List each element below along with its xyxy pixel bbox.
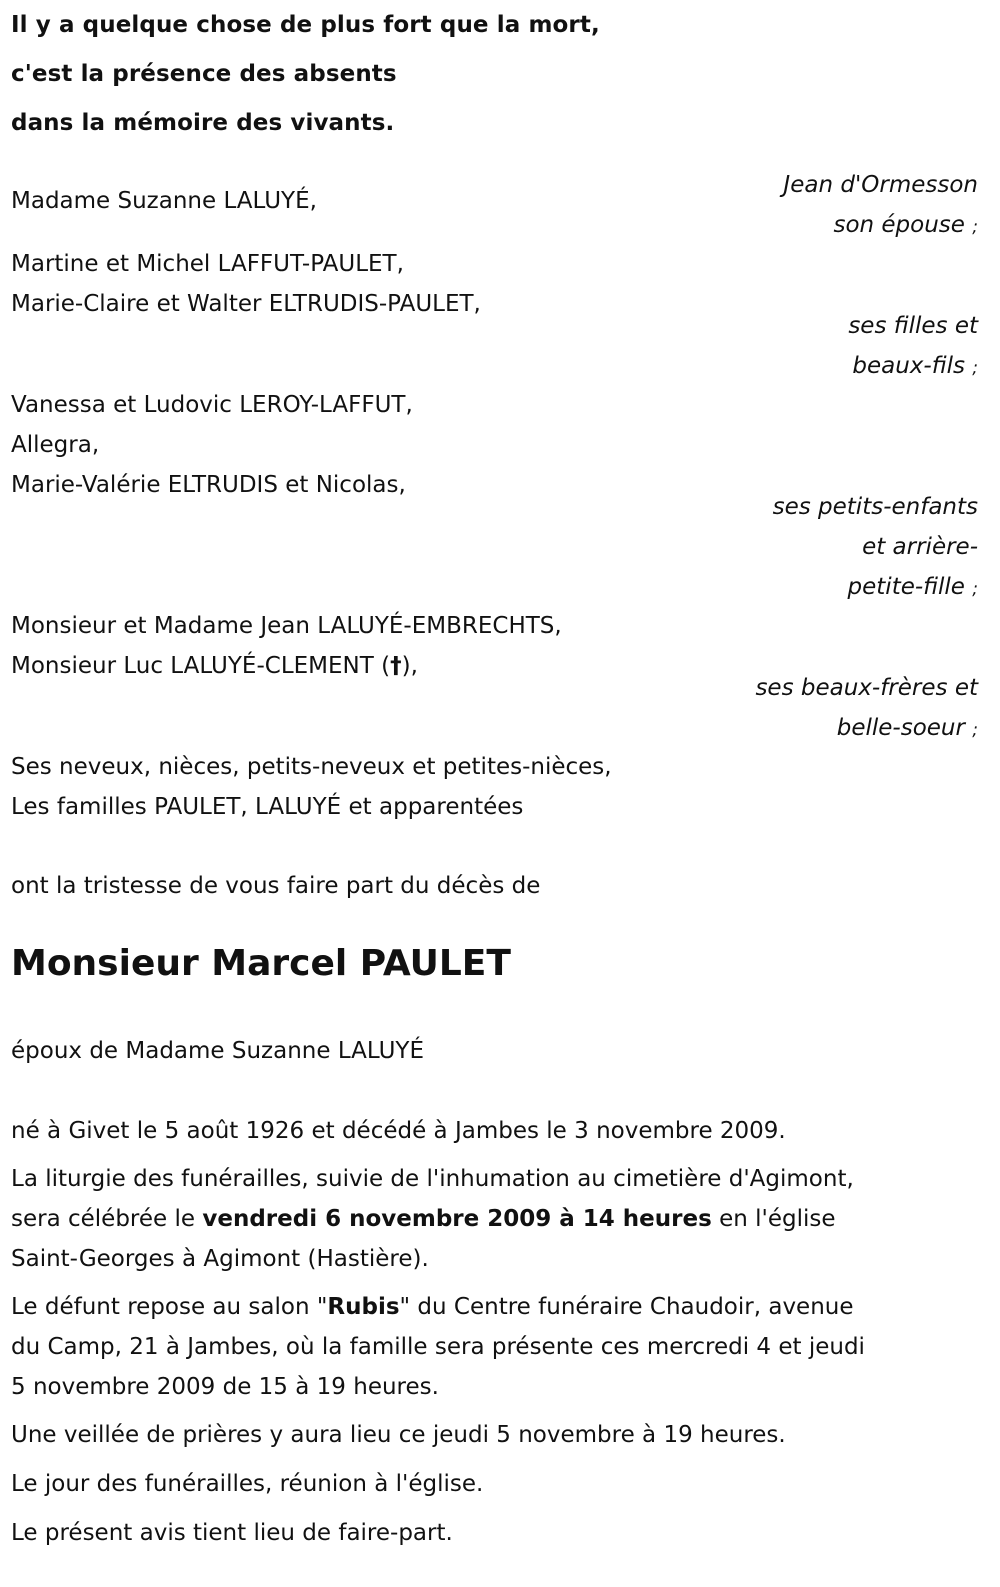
notice: Le présent avis tient lieu de faire-part. [11,1520,453,1546]
announcement: ont la tristesse de vous faire part du décès de [11,873,541,899]
deceased-name: Monsieur Marcel PAULET [11,943,511,984]
children-role-1: ses filles et [848,313,978,339]
in-law-name-1: Monsieur et Madame Jean LALUYÉ-EMBRECHTS, [11,613,562,639]
quote-line-2: c'est la présence des absents [11,61,397,87]
visitation-line-1: Le défunt repose au salon "Rubis" du Centre funéraire Chaudoir, avenue [11,1294,854,1320]
quote-author: Jean d'Ormesson [783,172,978,198]
spouse-role: son épouse ; [833,212,978,238]
extended-family-2: Les familles PAULET, LALUYÉ et apparentées [11,794,524,820]
vigil: Une veillée de prières y aura lieu ce jeudi 5 novembre à 19 heures. [11,1422,786,1448]
in-laws-role-1: ses beaux-frères et [755,675,978,701]
in-laws-role-2: belle-soeur ; [836,715,978,741]
child-name-1: Martine et Michel LAFFUT-PAULET, [11,251,404,277]
children-role-2: beaux-fils ; [852,353,978,379]
liturgy-line-2: sera célébrée le vendredi 6 novembre 2009 à 14 heures en l'église [11,1206,836,1232]
grandchild-name-2: Allegra, [11,432,100,458]
in-law-name-2: Monsieur Luc LALUYÉ-CLEMENT (†), [11,653,418,679]
liturgy-line-3: Saint-Georges à Agimont (Hastière). [11,1246,429,1272]
quote-line-1: Il y a quelque chose de plus fort que la mort, [11,12,600,38]
grandchildren-role-3: petite-fille ; [847,574,978,600]
grandchildren-role-1: ses petits-enfants [772,494,978,520]
child-name-2: Marie-Claire et Walter ELTRUDIS-PAULET, [11,291,481,317]
birth-death: né à Givet le 5 août 1926 et décédé à Jambes le 3 novembre 2009. [11,1118,786,1144]
quote-line-3: dans la mémoire des vivants. [11,110,395,136]
gathering: Le jour des funérailles, réunion à l'église. [11,1471,484,1497]
visitation-line-3: 5 novembre 2009 de 15 à 19 heures. [11,1374,439,1400]
spouse-name: Madame Suzanne LALUYÉ, [11,188,317,214]
deceased-spouse: époux de Madame Suzanne LALUYÉ [11,1038,425,1064]
cross-icon: † [390,653,402,679]
grandchildren-role-2: et arrière- [862,534,978,560]
grandchild-name-3: Marie-Valérie ELTRUDIS et Nicolas, [11,472,406,498]
visitation-line-2: du Camp, 21 à Jambes, où la famille sera présente ces mercredi 4 et jeudi [11,1334,865,1360]
grandchild-name-1: Vanessa et Ludovic LEROY-LAFFUT, [11,392,413,418]
extended-family-1: Ses neveux, nièces, petits-neveux et petites-nièces, [11,754,612,780]
liturgy-line-1: La liturgie des funérailles, suivie de l'inhumation au cimetière d'Agimont, [11,1166,854,1192]
